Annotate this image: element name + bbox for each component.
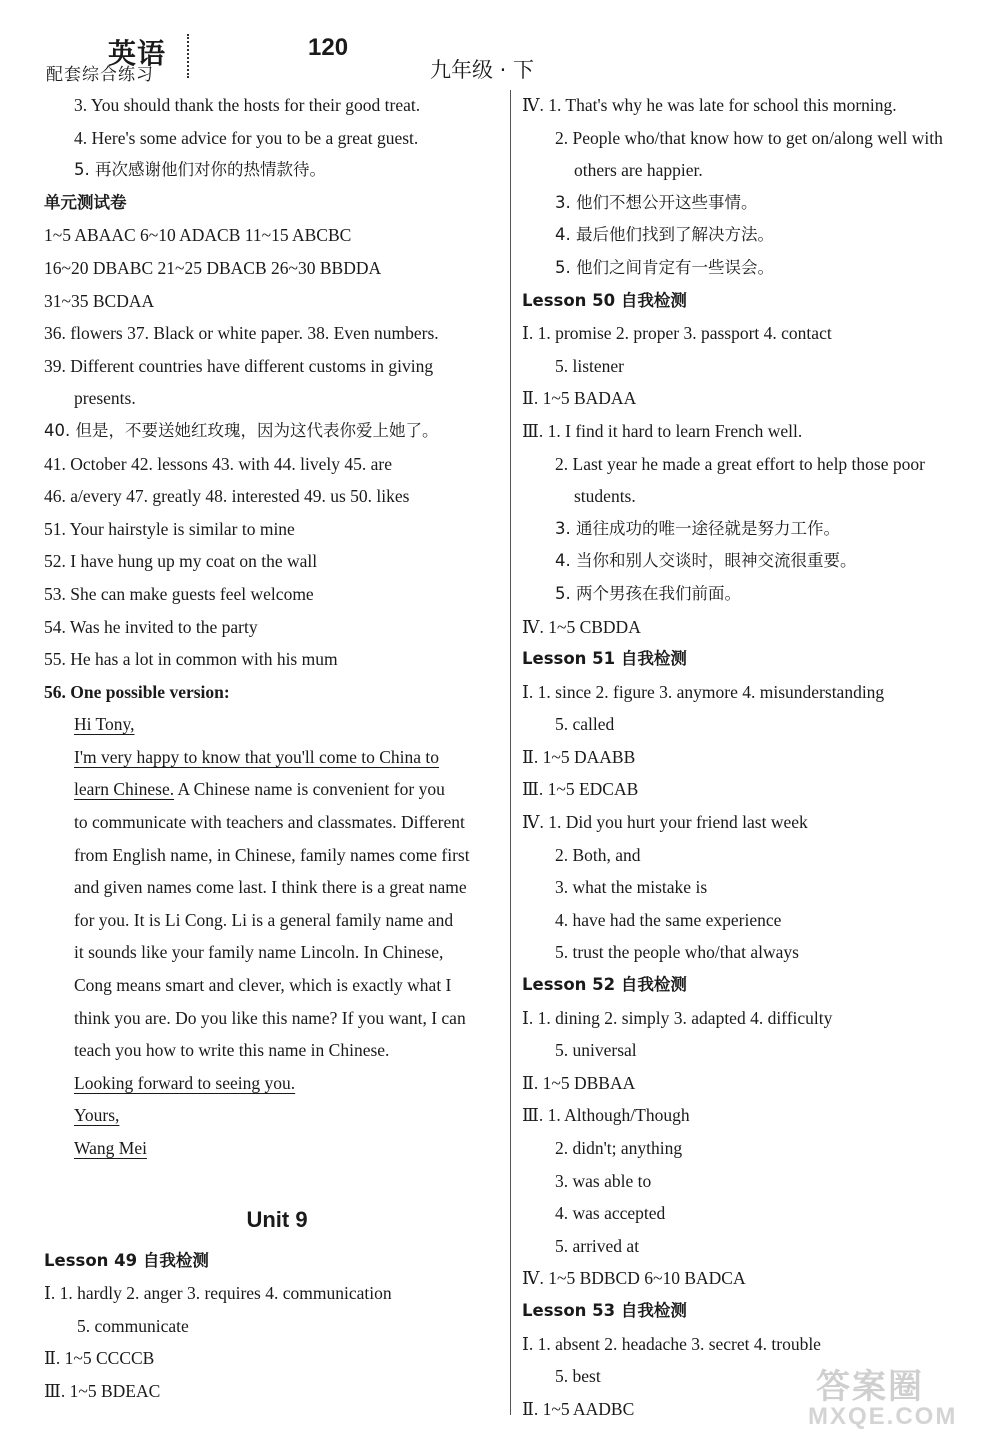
lesson-heading: Lesson 50 自我检测 <box>522 290 687 310</box>
answer-line: 2. didn't; anything <box>555 1138 683 1158</box>
answer-line: Ⅳ. 1. Did you hurt your friend last week <box>522 812 808 833</box>
answer-line: 54. Was he invited to the party <box>44 616 258 637</box>
left-column <box>44 89 500 1408</box>
page-number: 120 <box>308 34 349 61</box>
answer-line: 5. communicate <box>77 1315 189 1336</box>
answer-line: 36. flowers 37. Black or white paper. 38. Even numbers. <box>44 323 439 344</box>
letter-line: think you are. Do you like this name? If you want, I can <box>74 1007 466 1028</box>
answer-line: Ⅲ. 1. Although/Though <box>522 1105 690 1126</box>
letter-signature: Wang Mei <box>74 1138 147 1158</box>
column-divider <box>510 90 511 1415</box>
right-column <box>522 89 972 1425</box>
answer-line: Ⅱ. 1~5 AADBC <box>522 1398 635 1419</box>
answer-line: 40. 但是，不要送她红玫瑰，因为这代表你爱上她了。 <box>44 420 439 440</box>
letter-line: for you. It is Li Cong. Li is a general family name and <box>74 909 454 930</box>
watermark-text: 答案圈 <box>816 1367 924 1407</box>
page-header <box>0 30 1000 85</box>
answer-line: 41. October 42. lessons 43. with 44. lively 45. are <box>44 453 393 474</box>
answer-line: 5. 再次感谢他们对你的热情款待。 <box>74 160 326 180</box>
answer-line: 5. trust the people who/that always <box>555 942 799 963</box>
answer-line: 3. 通往成功的唯一途径就是努力工作。 <box>555 518 840 538</box>
letter-line: Cong means smart and clever, which is exactly what I <box>74 975 452 996</box>
grade-label: 九年级 · 下 <box>430 58 535 82</box>
book-title: 英语 <box>108 37 167 70</box>
answer-line: 5. arrived at <box>555 1235 640 1256</box>
answer-line: 2. Last year he made a great effort to help those poor <box>555 453 925 474</box>
answer-line: Ⅱ. 1~5 DAABB <box>522 746 636 767</box>
answer-line: Ⅰ. 1. since 2. figure 3. anymore 4. misunderstanding <box>522 681 885 702</box>
answer-line: 3. 他们不想公开这些事情。 <box>555 192 758 212</box>
answer-line: 5. listener <box>555 355 625 376</box>
answer-line: 1~5 ABAAC 6~10 ADACB 11~15 ABCBC <box>44 225 352 246</box>
answer-line: 4. 最后他们找到了解决方法。 <box>555 225 774 245</box>
sample-letter <box>44 708 500 1164</box>
answer-line: students. <box>574 486 636 507</box>
answer-line: 2. People who/that know how to get on/along well with <box>555 127 943 148</box>
answer-line: Ⅳ. 1. That's why he was late for school this morning. <box>522 95 897 115</box>
answer-line: 5. best <box>555 1366 601 1387</box>
answer-line: Ⅰ. 1. promise 2. proper 3. passport 4. contact <box>522 323 832 344</box>
answer-line: Ⅱ. 1~5 BADAA <box>522 388 637 409</box>
answer-line: Ⅱ. 1~5 CCCCB <box>44 1348 155 1369</box>
answer-line: Ⅲ. 1~5 EDCAB <box>522 779 639 800</box>
writing-task-label: 56. One possible version: <box>44 681 230 702</box>
answer-line: 53. She can make guests feel welcome <box>44 583 314 604</box>
watermark-logo <box>802 1359 982 1439</box>
answer-line: presents. <box>74 388 136 409</box>
answer-line: 3. what the mistake is <box>555 877 708 898</box>
lesson-heading: Lesson 52 自我检测 <box>522 975 687 995</box>
answer-line: 31~35 BCDAA <box>44 290 155 311</box>
answer-line: Ⅲ. 1. I find it hard to learn French well. <box>522 420 803 441</box>
answer-line: Ⅰ. 1. hardly 2. anger 3. requires 4. communication <box>44 1283 392 1304</box>
letter-line: I'm very happy to know that you'll come to China to <box>74 746 439 767</box>
answer-line: 39. Different countries have different customs in giving <box>44 355 434 376</box>
watermark-url: MXQE.COM <box>808 1403 958 1430</box>
answer-line: 3. was able to <box>555 1170 652 1191</box>
answer-line: 51. Your hairstyle is similar to mine <box>44 518 295 539</box>
header-divider <box>187 34 189 78</box>
letter-line: and given names come last. I think there is a great name <box>74 877 467 898</box>
letter-greeting: Hi Tony, <box>74 714 135 735</box>
lesson-heading: Lesson 51 自我检测 <box>522 649 687 669</box>
answer-line: Ⅲ. 1~5 BDEAC <box>44 1380 161 1401</box>
answer-line: Ⅳ. 1~5 CBDDA <box>522 616 641 637</box>
book-subtitle: 配套综合练习 <box>46 65 154 85</box>
answer-line: 4. 当你和别人交谈时，眼神交流很重要。 <box>555 551 857 571</box>
letter-line: teach you how to write this name in Chinese. <box>74 1040 390 1061</box>
answer-line: Ⅰ. 1. absent 2. headache 3. secret 4. trouble <box>522 1333 821 1354</box>
letter-line: from English name, in Chinese, family names come first <box>74 844 470 865</box>
answer-line: 52. I have hung up my coat on the wall <box>44 551 318 572</box>
letter-closing: Looking forward to seeing you. <box>74 1072 296 1093</box>
letter-signoff: Yours, <box>74 1105 120 1126</box>
letter-line: to communicate with teachers and classmates. Different <box>74 812 465 833</box>
answer-line: 3. You should thank the hosts for their good treat. <box>74 95 421 115</box>
answer-line: 4. have had the same experience <box>555 909 782 930</box>
letter-line: learn Chinese. A Chinese name is convenient for you <box>74 779 445 800</box>
answer-line: 4. was accepted <box>555 1203 666 1224</box>
answer-line: Ⅳ. 1~5 BDBCD 6~10 BADCA <box>522 1268 746 1289</box>
answer-line: Ⅱ. 1~5 DBBAA <box>522 1072 636 1093</box>
letter-line: it sounds like your family name Lincoln. In Chinese, <box>74 942 444 963</box>
answer-line: 5. universal <box>555 1040 637 1061</box>
unit-title: Unit 9 <box>246 1206 308 1232</box>
answer-line: 16~20 DBABC 21~25 DBACB 26~30 BBDDA <box>44 257 382 278</box>
answer-line: Ⅰ. 1. dining 2. simply 3. adapted 4. difficulty <box>522 1007 833 1028</box>
answer-line: 5. 他们之间肯定有一些误会。 <box>555 257 774 277</box>
lesson-heading: Lesson 53 自我检测 <box>522 1300 687 1320</box>
answer-line: 2. Both, and <box>555 844 641 865</box>
lesson-heading: Lesson 49 自我检测 <box>44 1250 209 1270</box>
answer-line: 4. Here's some advice for you to be a great guest. <box>74 127 419 148</box>
section-heading-unit-test: 单元测试卷 <box>44 192 127 212</box>
answer-line: 5. called <box>555 714 615 735</box>
answer-line: 5. 两个男孩在我们前面。 <box>555 583 741 603</box>
answer-line: 55. He has a lot in common with his mum <box>44 649 338 670</box>
answer-line: 46. a/every 47. greatly 48. interested 49. us 50. likes <box>44 486 410 507</box>
answer-line: others are happier. <box>574 160 703 181</box>
